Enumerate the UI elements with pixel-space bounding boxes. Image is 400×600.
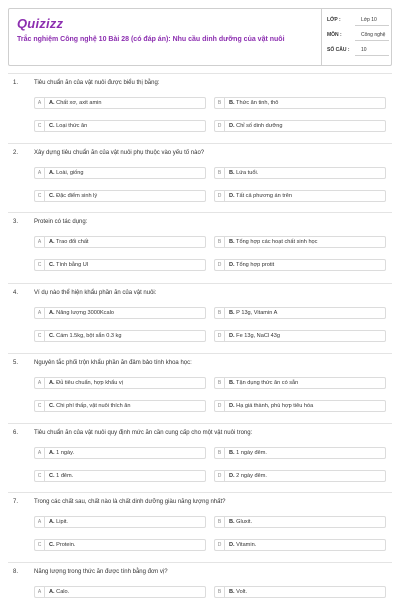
option-d[interactable] xyxy=(214,259,386,271)
meta-grade-label: LỚP : xyxy=(327,17,341,23)
option-prefix: C. xyxy=(49,403,55,409)
worksheet-title: Trắc nghiệm Công nghệ 10 Bài 28 (có đáp án): Nhu cầu dinh dưỡng của vật nuôi xyxy=(17,36,285,43)
option-letter: B xyxy=(215,448,225,458)
option-letter: A xyxy=(35,587,45,597)
option-text xyxy=(229,191,292,201)
question-number: 6. xyxy=(13,430,19,436)
option-letter: D xyxy=(215,401,225,411)
option-letter: B xyxy=(215,168,225,178)
option-label: Hạ giá thành, phù hợp tiêu hóa xyxy=(234,403,314,409)
option-label: 1 đêm. xyxy=(54,473,74,479)
option-d[interactable] xyxy=(214,330,386,342)
option-label: Loại thức ăn xyxy=(54,123,88,129)
option-text xyxy=(229,98,278,108)
option-a[interactable] xyxy=(34,167,206,179)
option-d[interactable] xyxy=(214,400,386,412)
option-b[interactable] xyxy=(214,97,386,109)
question-text: Ví dụ nào thể hiện khẩu phần ăn của vật nuôi: xyxy=(34,290,157,296)
option-b[interactable] xyxy=(214,586,386,598)
option-text xyxy=(49,308,114,318)
meta-divider xyxy=(355,40,389,41)
option-d[interactable] xyxy=(214,190,386,202)
option-text xyxy=(49,237,89,247)
question-number: 7. xyxy=(13,499,19,505)
option-a[interactable] xyxy=(34,97,206,109)
option-letter: D xyxy=(215,121,225,131)
question-separator xyxy=(8,492,392,493)
question-text: Nguyên tắc phối trộn khẩu phần ăn đảm bảo tính khoa học: xyxy=(34,360,192,366)
option-prefix: B. xyxy=(229,589,235,595)
meta-divider xyxy=(355,55,389,56)
option-letter: B xyxy=(215,237,225,247)
option-prefix: B. xyxy=(229,519,235,525)
option-a[interactable] xyxy=(34,447,206,459)
option-text xyxy=(229,331,280,341)
meta-subject-label: MÔN : xyxy=(327,32,342,38)
option-letter: C xyxy=(35,540,45,550)
option-a[interactable] xyxy=(34,586,206,598)
question-number: 3. xyxy=(13,219,19,225)
option-prefix: B. xyxy=(229,310,235,316)
meta-count-value: 10 xyxy=(361,47,367,53)
question-text: Protein có tác dụng: xyxy=(34,219,88,225)
option-letter: C xyxy=(35,471,45,481)
option-prefix: A. xyxy=(49,100,55,106)
option-prefix: C. xyxy=(49,262,55,268)
option-prefix: B. xyxy=(229,170,235,176)
question-number: 4. xyxy=(13,290,19,296)
option-text xyxy=(49,168,84,178)
option-c[interactable] xyxy=(34,259,206,271)
option-prefix: C. xyxy=(49,542,55,548)
option-letter: A xyxy=(35,448,45,458)
option-c[interactable] xyxy=(34,400,206,412)
option-text xyxy=(229,260,274,270)
option-letter: C xyxy=(35,331,45,341)
option-prefix: D. xyxy=(229,262,235,268)
option-a[interactable] xyxy=(34,236,206,248)
option-letter: A xyxy=(35,378,45,388)
option-prefix: D. xyxy=(229,473,235,479)
option-c[interactable] xyxy=(34,120,206,132)
option-prefix: B. xyxy=(229,100,235,106)
option-a[interactable] xyxy=(34,307,206,319)
option-b[interactable] xyxy=(214,447,386,459)
question-number: 2. xyxy=(13,150,19,156)
option-letter: D xyxy=(215,331,225,341)
question-text: Năng lượng trong thức ăn được tính bằng đơn vị? xyxy=(34,569,168,575)
option-text xyxy=(229,471,267,481)
question-separator xyxy=(8,212,392,213)
question-separator xyxy=(8,423,392,424)
option-text xyxy=(229,378,298,388)
option-letter: B xyxy=(215,587,225,597)
option-prefix: B. xyxy=(229,239,235,245)
meta-box xyxy=(321,9,393,65)
option-text xyxy=(49,121,87,131)
option-prefix: D. xyxy=(229,193,235,199)
question-separator xyxy=(8,143,392,144)
option-label: Chỉ số dinh dưỡng xyxy=(234,123,283,129)
option-prefix: C. xyxy=(49,473,55,479)
question-number: 5. xyxy=(13,360,19,366)
option-letter: B xyxy=(215,98,225,108)
option-letter: C xyxy=(35,401,45,411)
option-d[interactable] xyxy=(214,120,386,132)
option-letter: A xyxy=(35,517,45,527)
option-letter: D xyxy=(215,540,225,550)
option-prefix: D. xyxy=(229,333,235,339)
option-label: Tổng hợp protit xyxy=(234,262,275,268)
option-letter: B xyxy=(215,517,225,527)
option-label: Chi phí thấp, vật nuôi thích ăn xyxy=(54,403,131,409)
option-text xyxy=(229,237,317,247)
option-letter: D xyxy=(215,260,225,270)
option-prefix: C. xyxy=(49,193,55,199)
option-label: Fe 13g, NaCl 43g xyxy=(234,333,280,339)
option-letter: A xyxy=(35,168,45,178)
option-label: Đủ tiêu chuẩn, hợp khẩu vị xyxy=(54,380,123,386)
meta-divider xyxy=(355,25,389,26)
option-letter: D xyxy=(215,471,225,481)
option-letter: C xyxy=(35,191,45,201)
meta-grade-value: Lớp 10 xyxy=(361,17,377,23)
option-prefix: A. xyxy=(49,519,55,525)
option-text xyxy=(49,587,69,597)
option-prefix: A. xyxy=(49,310,55,316)
option-c[interactable] xyxy=(34,470,206,482)
option-text xyxy=(49,448,74,458)
option-text xyxy=(49,260,88,270)
option-prefix: D. xyxy=(229,403,235,409)
option-b[interactable] xyxy=(214,167,386,179)
question-separator xyxy=(8,283,392,284)
option-text xyxy=(229,401,313,411)
option-prefix: A. xyxy=(49,450,55,456)
option-label: Cám 1.5kg, bột sắn 0.3 kg xyxy=(54,333,122,339)
option-prefix: C. xyxy=(49,123,55,129)
option-text xyxy=(49,401,130,411)
option-label: Trao đổi chất xyxy=(54,239,89,245)
question-separator xyxy=(8,73,392,74)
option-letter: A xyxy=(35,237,45,247)
option-b[interactable] xyxy=(214,307,386,319)
option-label: Năng lượng 3000Kcalo xyxy=(54,310,114,316)
option-label: Tổng hợp các hoạt chất sinh học xyxy=(234,239,318,245)
question-text: Xây dựng tiêu chuẩn ăn của vật nuôi phụ thuộc vào yếu tố nào? xyxy=(34,150,205,156)
option-prefix: B. xyxy=(229,450,235,456)
meta-count-label: SỐ CÂU : xyxy=(327,47,350,53)
option-c[interactable] xyxy=(34,330,206,342)
option-text xyxy=(49,331,121,341)
option-letter: C xyxy=(35,260,45,270)
option-text xyxy=(229,168,258,178)
option-letter: D xyxy=(215,191,225,201)
option-prefix: D. xyxy=(229,542,235,548)
option-text xyxy=(49,98,101,108)
option-prefix: A. xyxy=(49,239,55,245)
option-text xyxy=(49,191,97,201)
option-label: Volt. xyxy=(234,589,248,595)
question-text: Tiêu chuẩn ăn của vật nuôi quy định mức ăn cần cung cấp cho một vật nuôi trong: xyxy=(34,430,253,436)
option-text xyxy=(49,540,75,550)
question-text: Trong các chất sau, chất nào là chất dinh dưỡng giàu năng lượng nhất? xyxy=(34,499,226,505)
option-label: Loài, giống xyxy=(54,170,84,176)
question-separator xyxy=(8,353,392,354)
option-text xyxy=(229,448,267,458)
question-text: Tiêu chuẩn ăn của vật nuôi được biểu thị bằng: xyxy=(34,80,160,86)
meta-subject-value: Công nghệ xyxy=(361,32,386,38)
option-text xyxy=(229,517,252,527)
option-label: Vitamin. xyxy=(234,542,257,548)
option-label: P 13g, Vitamin A xyxy=(234,310,278,316)
option-d[interactable] xyxy=(214,470,386,482)
option-prefix: A. xyxy=(49,380,55,386)
option-b[interactable] xyxy=(214,236,386,248)
option-label: Đặc điểm sinh lý xyxy=(54,193,98,199)
option-label: Gluxit. xyxy=(234,519,253,525)
quizizz-logo: Quizizz xyxy=(17,16,64,31)
question-number: 1. xyxy=(13,80,19,86)
option-label: Tất cả phương án trên xyxy=(234,193,292,199)
option-c[interactable] xyxy=(34,190,206,202)
option-prefix: A. xyxy=(49,170,55,176)
option-prefix: D. xyxy=(229,123,235,129)
option-label: Thức ăn tinh, thô xyxy=(234,100,279,106)
option-label: Protein. xyxy=(54,542,76,548)
option-letter: B xyxy=(215,378,225,388)
option-label: Calo. xyxy=(54,589,70,595)
option-text xyxy=(229,308,277,318)
option-label: Tính bằng UI xyxy=(54,262,89,268)
option-text xyxy=(229,587,247,597)
option-text xyxy=(49,378,123,388)
option-a[interactable] xyxy=(34,516,206,528)
option-label: 1 ngày. xyxy=(54,450,75,456)
option-letter: B xyxy=(215,308,225,318)
option-prefix: C. xyxy=(49,333,55,339)
option-prefix: B. xyxy=(229,380,235,386)
option-text xyxy=(49,471,73,481)
worksheet-header xyxy=(8,8,392,66)
option-b[interactable] xyxy=(214,516,386,528)
option-prefix: A. xyxy=(49,589,55,595)
option-letter: A xyxy=(35,98,45,108)
option-text xyxy=(229,540,256,550)
question-number: 8. xyxy=(13,569,19,575)
option-text xyxy=(229,121,282,131)
option-letter: C xyxy=(35,121,45,131)
option-b[interactable] xyxy=(214,377,386,389)
option-text xyxy=(49,517,68,527)
option-label: Chất xơ, axit amin xyxy=(54,100,102,106)
option-label: 1 ngày đêm. xyxy=(234,450,267,456)
option-label: Lứa tuổi. xyxy=(234,170,259,176)
question-separator xyxy=(8,562,392,563)
option-c[interactable] xyxy=(34,539,206,551)
option-label: Tận dụng thức ăn có sẵn xyxy=(234,380,299,386)
option-label: 2 ngày đêm. xyxy=(234,473,267,479)
option-label: Lipit. xyxy=(54,519,68,525)
option-d[interactable] xyxy=(214,539,386,551)
option-letter: A xyxy=(35,308,45,318)
option-a[interactable] xyxy=(34,377,206,389)
